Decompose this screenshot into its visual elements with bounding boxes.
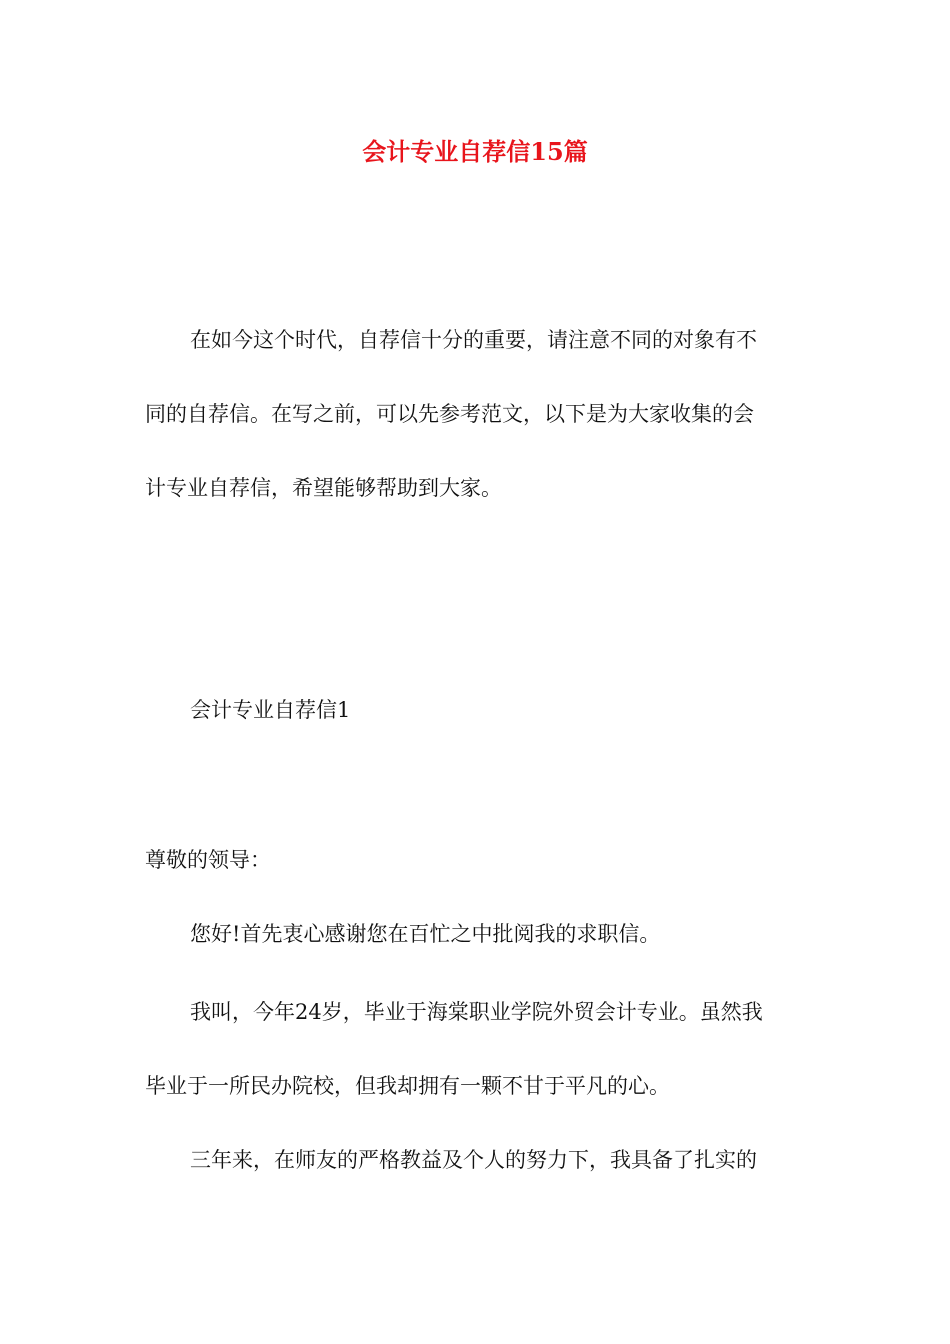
letter-salutation: 尊敬的领导： bbox=[145, 848, 271, 872]
letter-body-line: 您好!首先衷心感谢您在百忙之中批阅我的求职信。 bbox=[190, 922, 661, 946]
letter-body-line: 我叫，今年24岁，毕业于海棠职业学院外贸会计专业。虽然我 bbox=[190, 1000, 763, 1024]
letter-body-line: 三年来，在师友的严格教益及个人的努力下，我具备了扎实的 bbox=[190, 1148, 757, 1172]
section-heading: 会计专业自荐信1 bbox=[190, 698, 351, 722]
intro-paragraph-line: 同的自荐信。在写之前，可以先参考范文，以下是为大家收集的会 bbox=[145, 402, 754, 426]
intro-paragraph-line: 在如今这个时代，自荐信十分的重要，请注意不同的对象有不 bbox=[190, 328, 757, 352]
document-title: 会计专业自荐信15篇 bbox=[362, 137, 588, 166]
letter-body-line: 毕业于一所民办院校，但我却拥有一颗不甘于平凡的心。 bbox=[145, 1074, 670, 1098]
intro-paragraph-line: 计专业自荐信，希望能够帮助到大家。 bbox=[145, 476, 502, 500]
